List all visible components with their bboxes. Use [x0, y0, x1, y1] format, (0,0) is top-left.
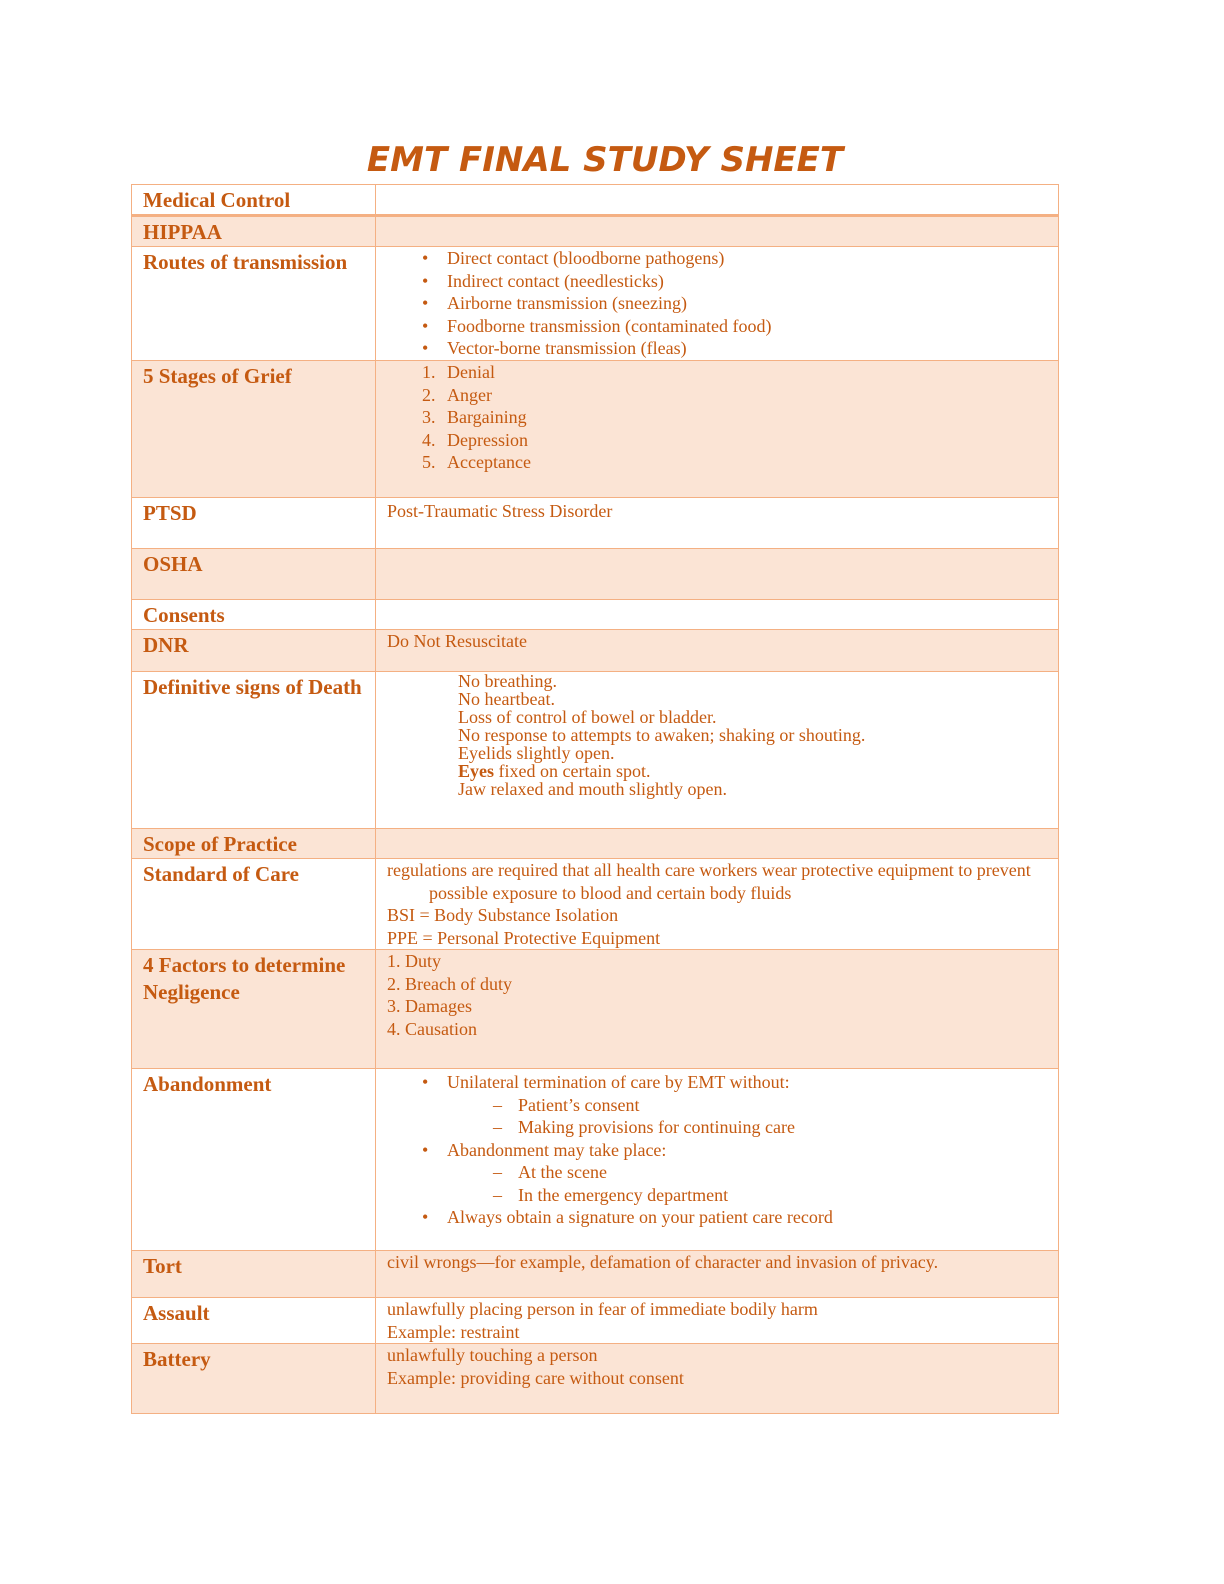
sub-list-item: – Making provisions for continuing care — [493, 1117, 795, 1137]
table-row — [132, 216, 1059, 247]
table-row: Definitive signs of Death No breathing. No heartbeat. Loss of control of bowel or bladder. No response to attempts to awaken; shaking or shouting. Eyelids slightly open. Eyes fixed on certain spot. Jaw relaxed and mouth slightly open. — [132, 672, 1059, 829]
sub-list-item: – In the emergency department — [493, 1184, 729, 1205]
row-label: Scope of Practice — [132, 829, 376, 859]
bullet-list — [376, 1071, 1058, 1229]
table-row — [132, 829, 1059, 859]
list-item: • Foodborne transmission (contaminated food) — [422, 315, 772, 336]
list-item: • Always obtain a signature on your patient care record — [422, 1207, 833, 1227]
table-row: PTSD Post-Traumatic Stress Disorder — [132, 498, 1059, 549]
row-label: Routes of transmission — [132, 247, 376, 361]
list-item: • Indirect contact (needlesticks) — [422, 270, 664, 291]
row-label: Consents — [132, 600, 376, 630]
row-label: HIPPAA — [132, 216, 376, 247]
table-row: Tort civil wrongs—for example, defamation of character and invasion of privacy. — [132, 1251, 1059, 1298]
row-label: Assault — [132, 1298, 376, 1344]
table-row — [132, 361, 1059, 498]
list-item: 5. Acceptance — [422, 452, 531, 472]
table-row — [132, 549, 1059, 600]
bullet-list — [376, 247, 1058, 360]
row-label: 4 Factors to determine Negligence — [132, 950, 376, 1069]
list-item: • Airborne transmission (sneezing) — [422, 293, 687, 313]
row-label: Abandonment — [132, 1069, 376, 1251]
list-item: • Abandonment may take place: — [422, 1139, 667, 1160]
table-row — [132, 247, 1059, 361]
row-label: Tort — [132, 1251, 376, 1298]
row-label: Definitive signs of Death — [132, 672, 376, 829]
row-label: DNR — [132, 630, 376, 672]
table-row: Assault unlawfully placing person in fear of immediate bodily harm Example: restraint — [132, 1298, 1059, 1344]
table-row — [132, 185, 1059, 216]
list-item: • Vector-borne transmission (fleas) — [422, 338, 687, 358]
row-label: OSHA — [132, 549, 376, 600]
numbered-list — [376, 361, 1058, 474]
row-label: Standard of Care — [132, 859, 376, 950]
list-item: 3. Bargaining — [422, 407, 527, 427]
row-label: Battery — [132, 1344, 376, 1414]
table-row: Battery unlawfully touching a person Example: providing care without consent — [132, 1344, 1059, 1414]
row-label: Medical Control — [132, 185, 376, 216]
table-row: 4 Factors to determine Negligence 1. Duty 2. Breach of duty 3. Damages 4. Causation — [132, 950, 1059, 1069]
row-label: 5 Stages of Grief — [132, 361, 376, 498]
sub-list-item: – Patient’s consent — [493, 1094, 640, 1115]
table-row: DNR Do Not Resuscitate — [132, 630, 1059, 672]
list-item: • Direct contact (bloodborne pathogens) — [422, 248, 725, 268]
list-item: 4. Depression — [422, 429, 528, 450]
list-item: • Unilateral termination of care by EMT without: — [422, 1072, 790, 1092]
list-item: 2. Anger — [422, 384, 492, 405]
page-title: EMT FINAL STUDY SHEET — [366, 140, 844, 180]
table-row: Standard of Care regulations are required that all health care workers wear protective equipment to prevent possible exposure to blood and certain body fluids BSI = Body Substance Isolation PPE = Personal Protective Equipment — [132, 859, 1059, 950]
list-item: 1. Denial — [422, 362, 495, 382]
row-label: PTSD — [132, 498, 376, 549]
sub-list-item: – At the scene — [493, 1162, 607, 1182]
study-table — [131, 184, 1059, 1414]
table-row — [132, 600, 1059, 630]
table-row — [132, 1069, 1059, 1251]
